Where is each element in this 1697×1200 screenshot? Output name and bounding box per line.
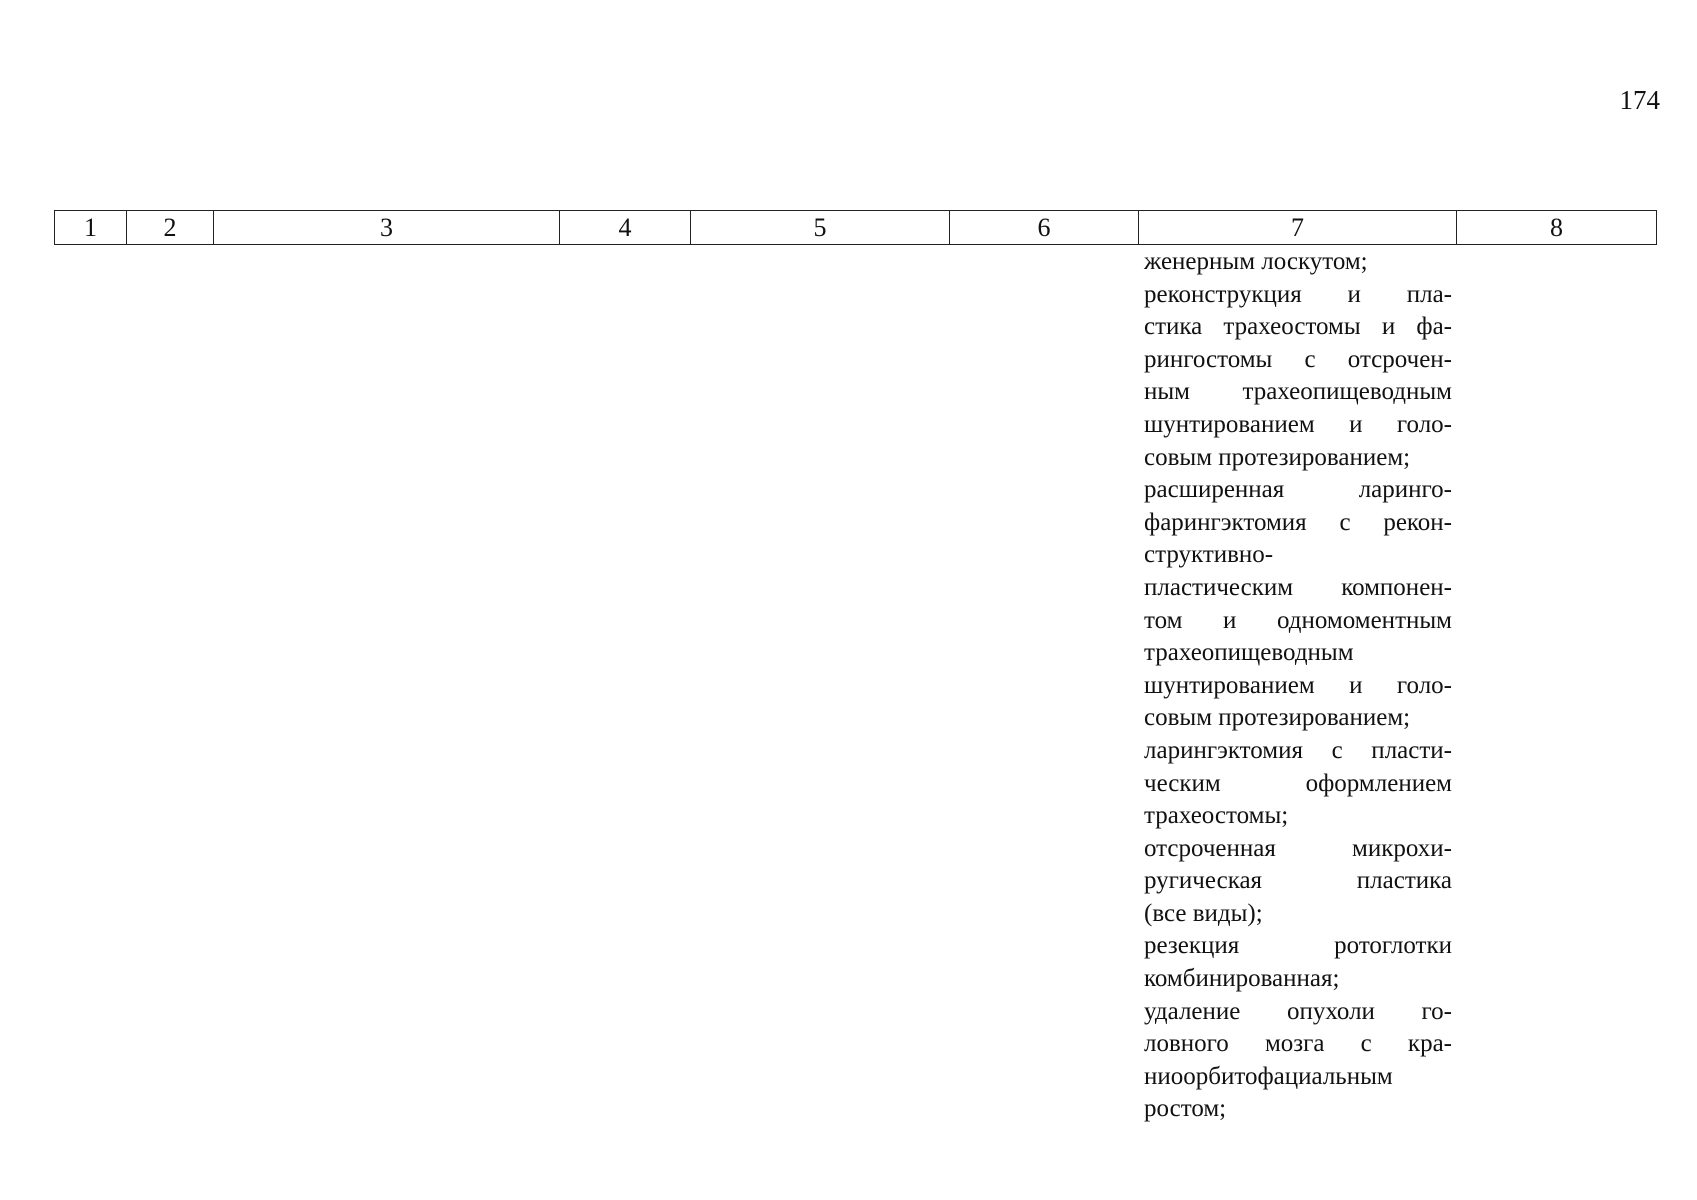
page-number: 174 (1619, 85, 1660, 115)
column-7-text-line: совым протезированием; (1144, 443, 1411, 471)
column-7-text-line: реконструкция и пла- (1144, 280, 1452, 308)
column-7-text-line: совым протезированием; (1144, 704, 1411, 732)
column-7-procedure-list (1144, 246, 1452, 1126)
column-7-text-line: трахеопищеводным (1144, 639, 1354, 667)
column-7-text-line: трахеостомы; (1144, 802, 1289, 830)
column-7-text-line: ным трахеопищеводным (1144, 378, 1452, 406)
column-7-text-line: ловного мозга с кра- (1144, 1030, 1452, 1058)
column-7-text-line: ларингэктомия с пласти- (1144, 736, 1452, 764)
header-row (55, 211, 1657, 245)
column-7-text-line: комбинированная; (1144, 965, 1340, 993)
column-7-text-line: женерным лоскутом; (1144, 248, 1368, 275)
column-header-2: 2 (127, 211, 214, 245)
column-header-1: 1 (55, 211, 127, 245)
column-7-text-line: шунтированием и голо- (1144, 410, 1452, 438)
column-7-text-line: ругическая пластика (1144, 867, 1452, 895)
column-number-header-table (54, 210, 1657, 245)
column-header-8: 8 (1457, 211, 1657, 245)
column-header-4: 4 (560, 211, 691, 245)
column-7-text-line: пластическим компонен- (1144, 573, 1452, 601)
column-header-5: 5 (691, 211, 950, 245)
column-header-6: 6 (950, 211, 1139, 245)
column-7-text-line: удаление опухоли го- (1144, 997, 1452, 1025)
column-7-text-line: резекция ротоглотки (1144, 932, 1452, 960)
column-7-text-line: том и одномоментным (1144, 606, 1452, 634)
column-header-7: 7 (1139, 211, 1457, 245)
column-7-text-line: ниоорбитофациальным (1144, 1062, 1393, 1090)
column-7-text-line: фарингэктомия с рекон- (1144, 508, 1452, 536)
column-7-text-line: ростом; (1144, 1095, 1227, 1123)
column-header-3: 3 (214, 211, 560, 245)
column-7-text-line: (все виды); (1144, 899, 1263, 927)
column-7-text-line: стика трахеостомы и фа- (1144, 313, 1452, 341)
column-7-text-line: отсроченная микрохи- (1144, 834, 1452, 862)
column-7-text-line: расширенная ларинго- (1144, 476, 1452, 504)
column-7-text-line: ческим оформлением (1144, 769, 1452, 797)
column-7-text-line: шунтированием и голо- (1144, 671, 1452, 699)
column-7-text-line: рингостомы с отсрочен- (1144, 345, 1452, 373)
column-7-text-line: структивно- (1144, 541, 1274, 569)
